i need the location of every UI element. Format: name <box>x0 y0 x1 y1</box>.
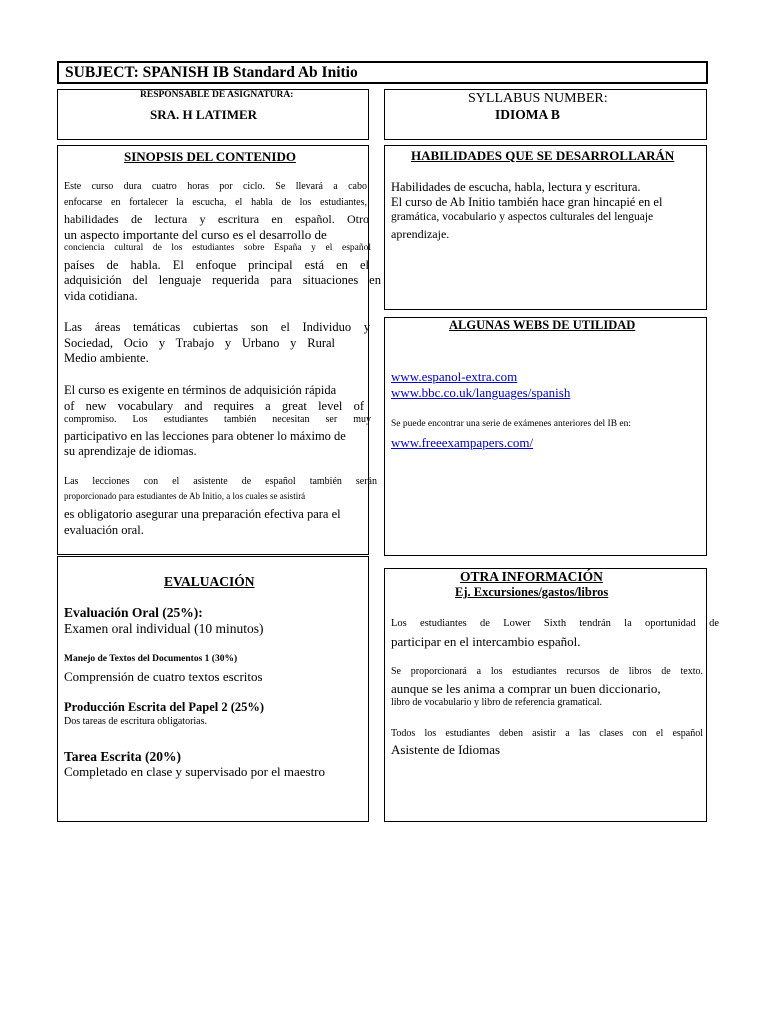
espanol-extra-link[interactable]: www.espanol-extra.com <box>391 369 518 384</box>
sinopsis-line: enfocarse en fortalecer la escucha, el habla de los estudiantes, <box>64 197 367 208</box>
textos-desc: Comprensión de cuatro textos escritos <box>64 669 263 684</box>
sinopsis-line: proporcionado para estudiantes de Ab Initio, a los cuales se asistirá <box>64 491 306 501</box>
sinopsis-line: un aspecto importante del curso es el desarrollo de <box>64 227 327 242</box>
tarea-title: Tarea Escrita (20%) <box>64 749 181 764</box>
habilidades-title: HABILIDADES QUE SE DESARROLLARÁN <box>411 148 675 163</box>
otra-info-line: libro de vocabulario y libro de referencia gramatical. <box>391 697 603 708</box>
webs-box <box>384 317 707 556</box>
sinopsis-line: Sociedad, Ocio y Trabajo y Urbano y Rural <box>64 336 335 350</box>
webs-note: Se puede encontrar una serie de exámenes anteriores del IB en: <box>391 419 632 429</box>
subject-header <box>57 61 708 84</box>
habilidades-box <box>384 145 707 310</box>
evaluacion-title: EVALUACIÓN <box>164 574 255 589</box>
sinopsis-line: países de habla. El enfoque principal está en el <box>64 258 369 272</box>
sinopsis-line: Medio ambiente. <box>64 351 149 365</box>
sinopsis-box <box>57 145 381 555</box>
habilidades-line: Habilidades de escucha, habla, lectura y escritura. <box>391 180 641 194</box>
responsable-label: RESPONSABLE DE ASIGNATURA: <box>140 90 294 100</box>
sinopsis-line: of new vocabulary and requires a great level of <box>64 399 364 413</box>
sinopsis-line: Las lecciones con el asistente de español también serán <box>64 476 377 487</box>
otra-info-line: Asistente de Idiomas <box>391 742 501 757</box>
freeexampapers-link[interactable]: www.freeexampapers.com/ <box>391 435 534 450</box>
sinopsis-line: participativo en las lecciones para obtener lo máximo de <box>64 429 346 443</box>
otra-info-title: OTRA INFORMACIÓN <box>460 569 603 584</box>
habilidades-line: aprendizaje. <box>391 227 450 241</box>
sinopsis-line: evaluación oral. <box>64 523 144 537</box>
sinopsis-line: Este curso dura cuatro horas por ciclo. Se llevará a cabo <box>64 181 367 192</box>
syllabus-label: SYLLABUS NUMBER: <box>468 91 608 106</box>
sinopsis-line: adquisición del lenguaje requerida para situaciones en <box>64 273 381 287</box>
bbc-spanish-link[interactable]: www.bbc.co.uk/languages/spanish <box>391 385 571 400</box>
sinopsis-line: vida cotidiana. <box>64 289 138 303</box>
oral-title: Evaluación Oral (25%): <box>64 605 203 620</box>
sinopsis-line: compromiso. Los estudiantes también necesitan ser muy <box>64 414 371 425</box>
webs-title: ALGUNAS WEBS DE UTILIDAD <box>449 318 636 332</box>
otra-info-line: aunque se les anima a comprar un buen diccionario, <box>391 681 661 696</box>
sinopsis-line: Las áreas temáticas cubiertas son el Individuo y <box>64 320 370 334</box>
otra-info-line: Se proporcionará a los estudiantes recursos de libros de texto. <box>391 666 703 677</box>
syllabus-value: IDIOMA B <box>495 107 560 122</box>
syllabus-box <box>384 89 707 140</box>
responsable-box <box>57 89 369 140</box>
sinopsis-line: su aprendizaje de idiomas. <box>64 444 197 458</box>
otra-info-line: Todos los estudiantes deben asistir a las clases con el español <box>391 728 703 739</box>
tarea-desc: Completado en clase y supervisado por el maestro <box>64 764 326 779</box>
otra-info-line: participar en el intercambio español. <box>391 634 581 649</box>
otra-info-subtitle: Ej. Excursiones/gastos/libros <box>455 585 609 599</box>
escrita-desc: Dos tareas de escritura obligatorias. <box>64 716 208 727</box>
otra-info-line: Los estudiantes de Lower Sixth tendrán la oportunidad de <box>391 618 719 629</box>
escrita-title: Producción Escrita del Papel 2 (25%) <box>64 700 265 714</box>
sinopsis-line: conciencia cultural de los estudiantes sobre España y el español <box>64 243 371 253</box>
sinopsis-line: El curso es exigente en términos de adquisición rápida <box>64 383 337 397</box>
responsable-name: SRA. H LATIMER <box>150 107 258 122</box>
habilidades-line: gramática, vocabulario y aspectos culturales del lenguaje <box>391 211 654 223</box>
sinopsis-line: habilidades de lectura y escritura en español. Otro <box>64 212 369 226</box>
subject-title: SUBJECT: SPANISH IB Standard Ab Initio <box>65 64 358 81</box>
oral-desc: Examen oral individual (10 minutos) <box>64 621 264 636</box>
evaluacion-box <box>57 556 369 822</box>
sinopsis-title: SINOPSIS DEL CONTENIDO <box>124 149 296 164</box>
textos-title: Manejo de Textos del Documentos 1 (30%) <box>64 654 238 664</box>
otra-info-box <box>384 568 719 822</box>
sinopsis-line: es obligatorio asegurar una preparación efectiva para el <box>64 507 341 521</box>
habilidades-line: El curso de Ab Initio también hace gran hincapié en el <box>391 195 663 209</box>
